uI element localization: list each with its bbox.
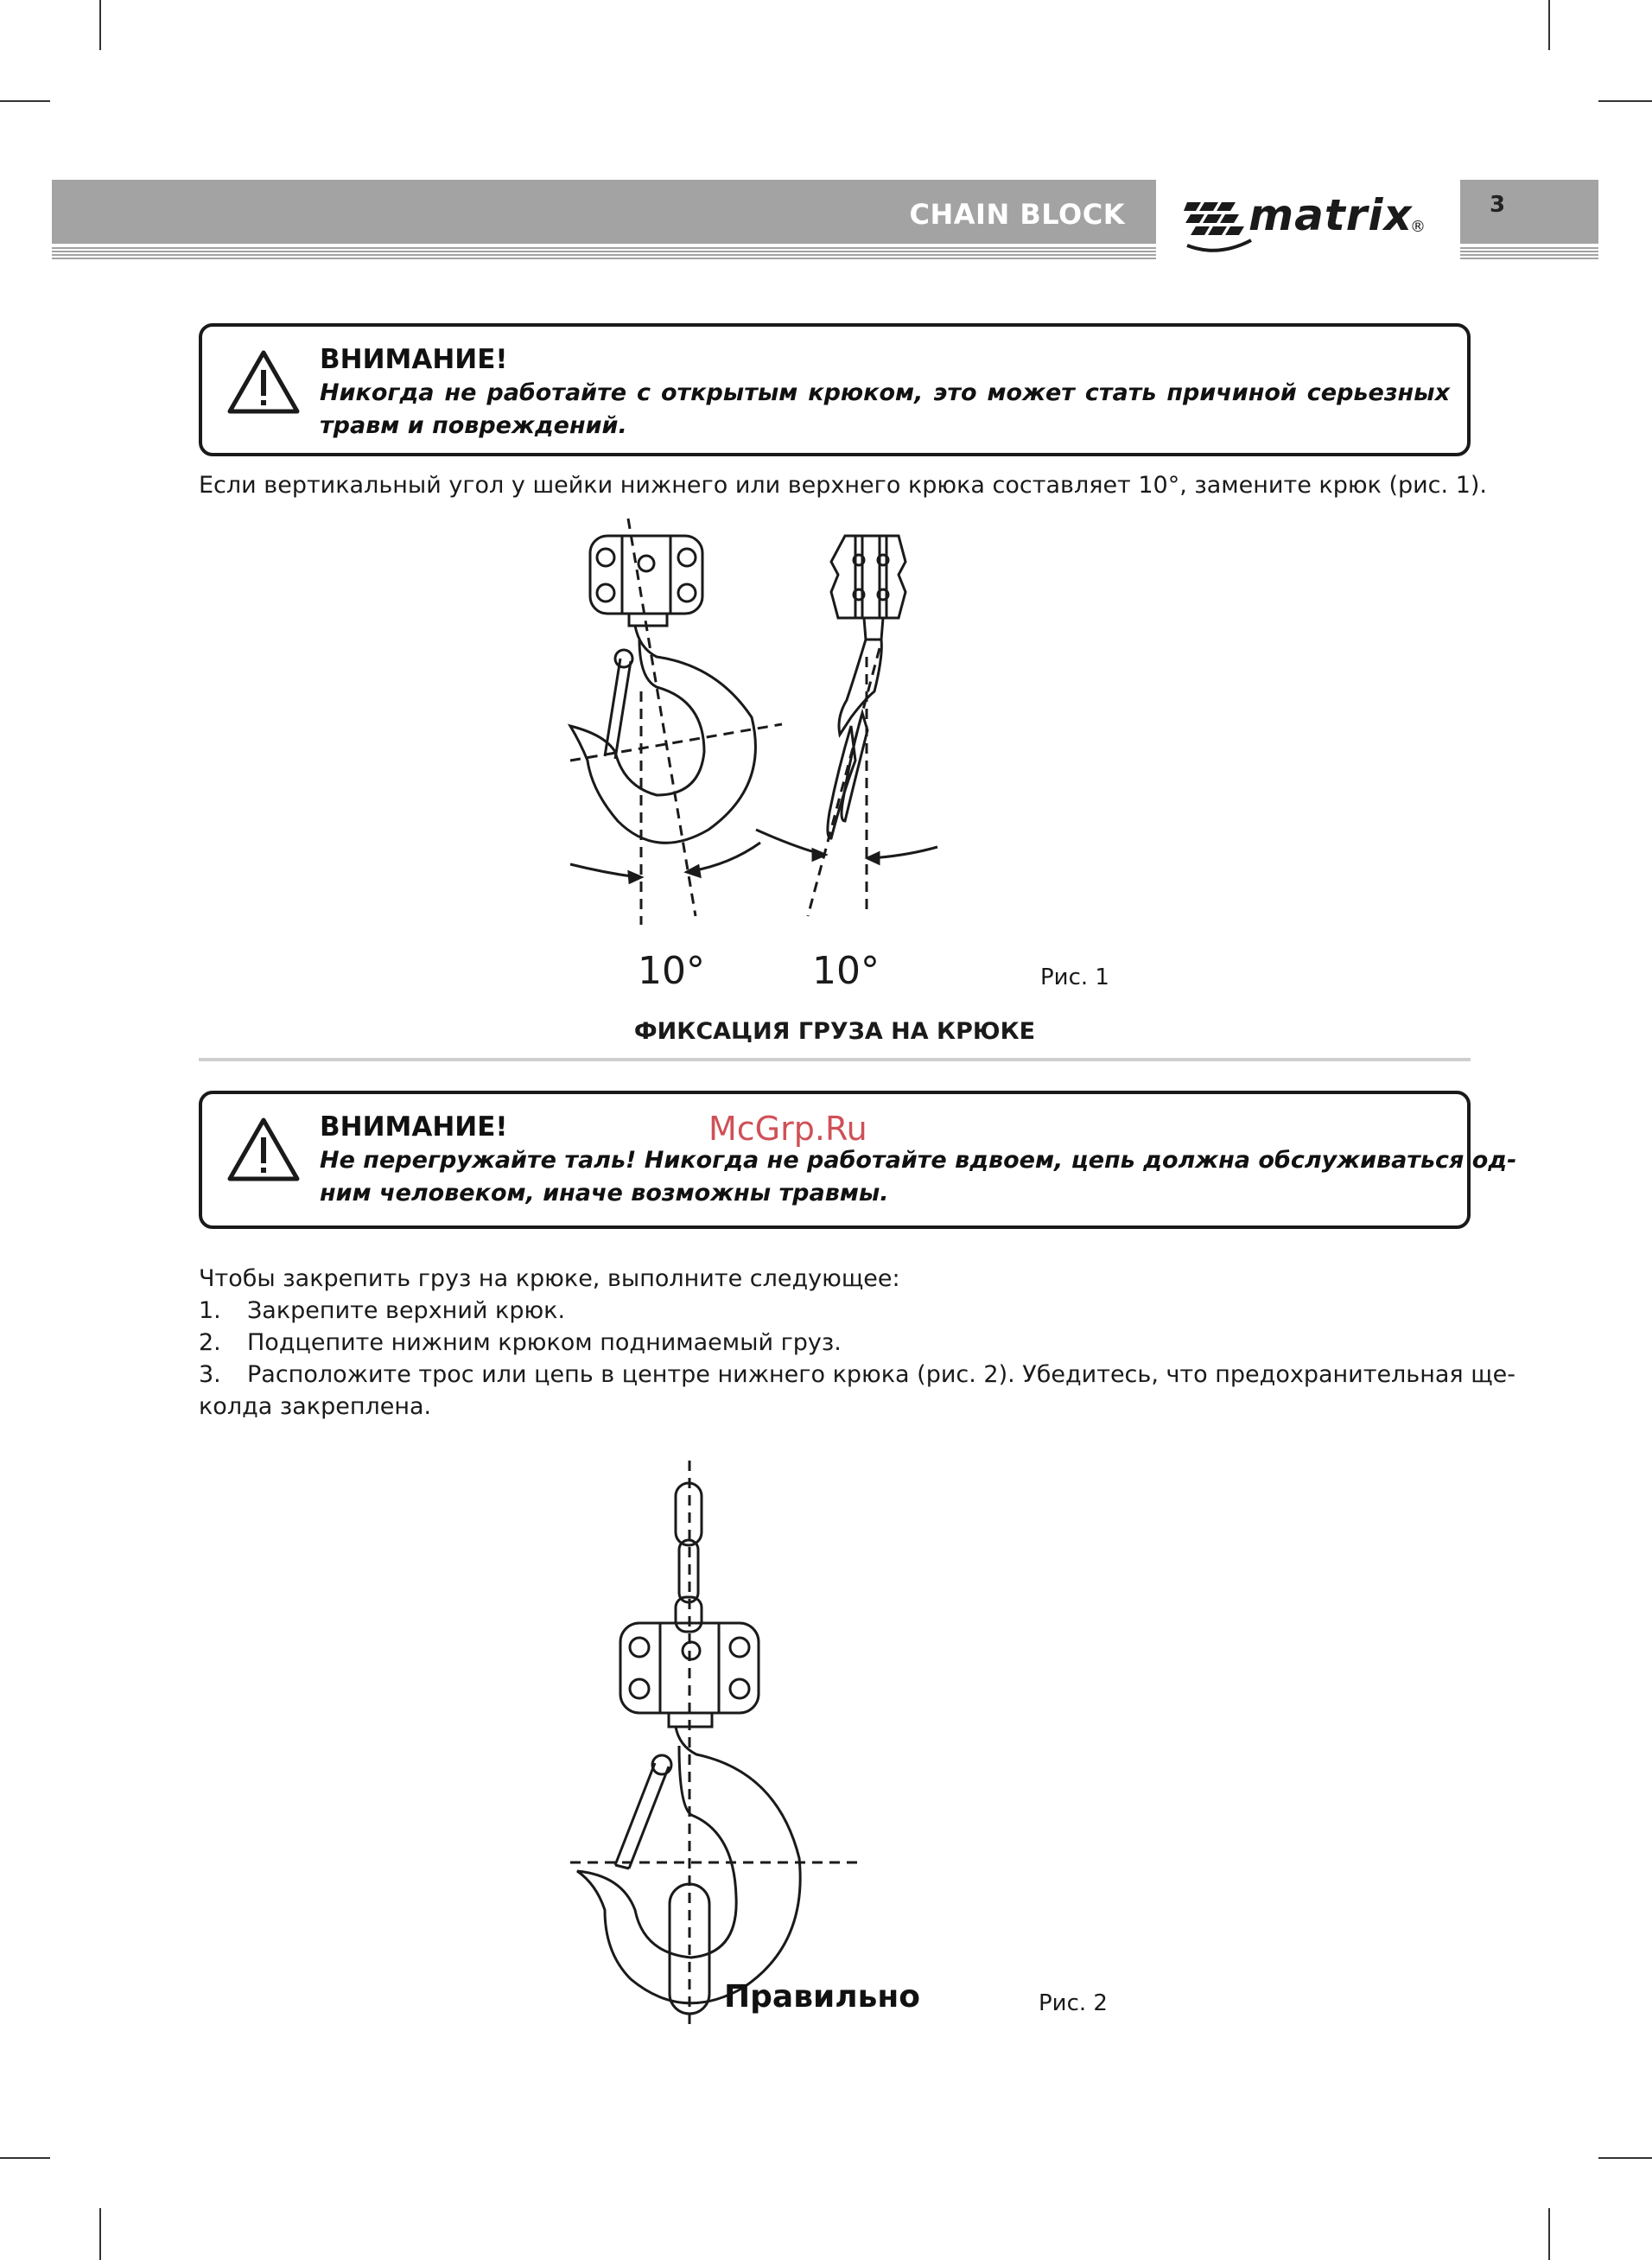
watermark: McGrp.Ru [708, 1110, 867, 1148]
hook-side-view [828, 536, 905, 838]
step-3 [199, 1359, 1516, 1391]
section-divider [199, 1058, 1471, 1061]
hook-front-view [570, 536, 755, 843]
instructions-intro: Чтобы закрепить груз на крюке, выполните следующее: [199, 1265, 900, 1292]
crop-mark [0, 2157, 50, 2159]
step-text: Закрепите верхний крюк. [247, 1297, 566, 1324]
tilted-reference-line [628, 519, 696, 916]
warning-title: ВНИМАНИЕ! [320, 1111, 508, 1143]
warning-text-line-1: Не перегружайте таль! Никогда не работайте вдвоем, цепь должна обслуживаться од- [320, 1147, 1517, 1174]
warning-box-open-hook [199, 323, 1471, 456]
safety-latch [615, 1763, 669, 1868]
horizontal-reference-line [570, 724, 782, 761]
registered-mark: ® [1410, 218, 1426, 236]
crop-mark [1548, 2208, 1550, 2260]
step-text: Подцепите нижним крюком поднимаемый груз. [247, 1329, 842, 1356]
step-3-continuation: колда закреплена. [199, 1393, 432, 1420]
warning-title: ВНИМАНИЕ! [320, 344, 508, 375]
warning-triangle-icon [226, 1117, 301, 1182]
tilted-reference-line [808, 648, 880, 916]
page-number-box [1460, 180, 1598, 244]
step-number: 2. [199, 1329, 221, 1356]
step-number: 3. [199, 1361, 221, 1388]
page-number: 3 [1490, 192, 1506, 218]
crop-mark [99, 2208, 101, 2260]
figure-2-correct-load-diagram [0, 1461, 1652, 2031]
brand-name: matrix [1249, 190, 1413, 240]
angle-label-left: 10° [638, 949, 705, 993]
crop-mark [99, 0, 101, 50]
figure-1-hook-angle-diagram [0, 510, 1652, 959]
step-text: Расположите трос или цепь в центре нижнего крюка (рис. 2). Убедитесь, что предохранительная ще- [247, 1361, 1516, 1388]
header-title: CHAIN BLOCK [909, 198, 1125, 231]
crop-mark [1548, 0, 1550, 50]
figure-1-caption: Рис. 1 [1040, 964, 1109, 990]
angle-label-right: 10° [812, 949, 880, 993]
crop-mark [1598, 2157, 1652, 2159]
correct-label: Правильно [724, 1979, 920, 2015]
matrix-logo-icon [1184, 197, 1253, 258]
step-2 [199, 1327, 1473, 1359]
header-bar [52, 180, 1156, 244]
warning-text: Никогда не работайте с открытым крюком, это может стать причиной серьезных травм и повреждений. [320, 379, 1450, 439]
section-title: ФИКСАЦИЯ ГРУЗА НА КРЮКЕ [633, 1018, 1036, 1045]
step-1 [199, 1295, 1473, 1327]
header-stripes [52, 247, 1156, 261]
warning-triangle-icon [226, 349, 301, 415]
brand-logo [1184, 190, 1443, 258]
figure-2-caption: Рис. 2 [1039, 1990, 1108, 2016]
page-number-stripes [1460, 247, 1598, 261]
crop-mark [0, 100, 50, 102]
warning-text-line-2: ним человеком, иначе возможны травмы. [320, 1180, 889, 1206]
step-number: 1. [199, 1297, 221, 1324]
crop-mark [1598, 100, 1652, 102]
angle-paragraph: Если вертикальный угол у шейки нижнего или верхнего крюка составляет 10°, замените крюк (рис. 1). [199, 472, 1487, 499]
